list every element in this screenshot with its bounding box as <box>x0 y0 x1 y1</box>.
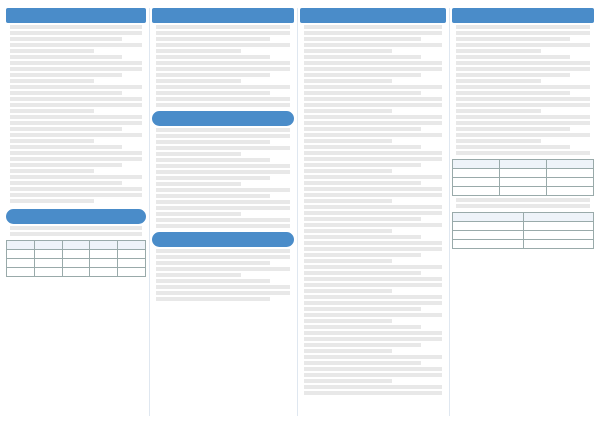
text-line <box>156 261 270 265</box>
text-line <box>156 224 290 228</box>
text-line <box>10 43 142 47</box>
text-line <box>304 193 442 197</box>
text-line <box>304 223 442 227</box>
text-line <box>10 103 142 107</box>
text-line <box>10 109 94 113</box>
text-line <box>156 103 290 107</box>
table-row <box>7 268 146 277</box>
text-line <box>10 91 122 95</box>
text-line <box>304 295 442 299</box>
table-cell <box>453 222 524 231</box>
table-cell <box>7 241 35 250</box>
text-line <box>304 31 442 35</box>
schedule-table <box>6 240 146 277</box>
section-body <box>6 226 146 236</box>
text-line <box>456 85 590 89</box>
text-line <box>156 79 241 83</box>
column-1 <box>6 8 146 416</box>
text-line <box>304 229 392 233</box>
text-line <box>10 115 142 119</box>
text-line <box>456 139 541 143</box>
text-line <box>10 31 142 35</box>
text-line <box>156 140 270 144</box>
text-line <box>10 199 94 203</box>
text-line <box>10 133 142 137</box>
text-line <box>304 133 442 137</box>
section-body <box>452 25 594 155</box>
text-line <box>10 193 142 197</box>
section-header <box>152 232 294 247</box>
table-row <box>453 240 594 249</box>
text-line <box>304 283 442 287</box>
text-line <box>304 73 421 77</box>
table-cell <box>62 241 90 250</box>
text-line <box>304 43 442 47</box>
text-line <box>456 198 590 202</box>
table-cell <box>118 241 146 250</box>
text-line <box>304 151 442 155</box>
text-line <box>304 97 442 101</box>
section-body <box>152 25 294 107</box>
table-cell <box>500 187 547 196</box>
table-cell <box>34 250 62 259</box>
text-line <box>304 331 442 335</box>
column-2 <box>152 8 294 416</box>
text-line <box>156 218 290 222</box>
table-cell <box>453 178 500 187</box>
text-line <box>10 61 142 65</box>
text-line <box>304 313 442 317</box>
table-cell <box>547 160 594 169</box>
text-line <box>304 373 442 377</box>
table-cell <box>34 259 62 268</box>
text-line <box>304 157 442 161</box>
table-cell <box>118 268 146 277</box>
column-divider <box>297 8 298 416</box>
table-row <box>453 222 594 231</box>
text-line <box>156 279 270 283</box>
table-cell <box>523 222 594 231</box>
table-cell <box>453 169 500 178</box>
text-line <box>304 265 442 269</box>
text-line <box>156 55 270 59</box>
table-row <box>453 169 594 178</box>
table-cell <box>523 240 594 249</box>
text-line <box>10 67 142 71</box>
text-line <box>456 43 590 47</box>
table-row <box>7 250 146 259</box>
text-line <box>10 55 122 59</box>
text-line <box>304 163 421 167</box>
section-header <box>452 8 594 23</box>
table-cell <box>34 241 62 250</box>
text-line <box>304 55 421 59</box>
table-cell <box>453 231 524 240</box>
text-line <box>304 361 421 365</box>
text-line <box>156 206 290 210</box>
text-line <box>156 164 290 168</box>
table-cell <box>90 259 118 268</box>
text-line <box>156 61 290 65</box>
text-line <box>304 49 392 53</box>
text-line <box>10 181 122 185</box>
text-line <box>156 182 241 186</box>
table-cell <box>453 160 500 169</box>
section-body <box>6 25 146 203</box>
table-cell <box>453 187 500 196</box>
text-line <box>456 49 541 53</box>
text-line <box>10 232 142 236</box>
table-cell <box>118 259 146 268</box>
table-row <box>7 259 146 268</box>
text-line <box>156 152 241 156</box>
text-line <box>304 121 442 125</box>
text-line <box>456 25 590 29</box>
section-header <box>152 111 294 126</box>
text-line <box>304 25 442 29</box>
text-line <box>10 163 122 167</box>
text-line <box>304 205 442 209</box>
section-body <box>152 128 294 228</box>
text-line <box>10 79 94 83</box>
text-line <box>156 37 270 41</box>
text-line <box>156 267 290 271</box>
text-line <box>156 200 290 204</box>
text-line <box>304 145 421 149</box>
table-cell <box>500 178 547 187</box>
section-body <box>300 25 446 395</box>
text-line <box>156 249 290 253</box>
section-body <box>452 198 594 208</box>
text-line <box>304 277 442 281</box>
text-line <box>156 291 290 295</box>
text-line <box>304 241 442 245</box>
section-header <box>6 209 146 224</box>
text-line <box>156 85 290 89</box>
text-line <box>304 127 421 131</box>
text-line <box>156 194 270 198</box>
text-line <box>304 343 421 347</box>
table-row <box>453 178 594 187</box>
text-line <box>304 325 421 329</box>
text-line <box>156 43 290 47</box>
text-line <box>156 134 290 138</box>
text-line <box>156 31 290 35</box>
text-line <box>156 212 241 216</box>
text-line <box>304 211 442 215</box>
column-3 <box>300 8 446 416</box>
text-line <box>10 151 142 155</box>
text-line <box>456 115 590 119</box>
column-4 <box>452 8 594 416</box>
text-line <box>304 271 421 275</box>
text-line <box>456 151 590 155</box>
table-cell <box>523 231 594 240</box>
text-line <box>10 37 122 41</box>
text-line <box>456 67 590 71</box>
text-line <box>304 139 392 143</box>
text-line <box>304 187 442 191</box>
text-line <box>10 157 142 161</box>
text-line <box>456 91 570 95</box>
schedule-table <box>452 212 594 249</box>
text-line <box>456 79 541 83</box>
text-line <box>304 217 421 221</box>
text-line <box>304 391 442 395</box>
text-line <box>304 169 392 173</box>
text-line <box>456 73 570 77</box>
text-line <box>304 289 392 293</box>
text-line <box>10 49 94 53</box>
text-line <box>10 121 142 125</box>
table-cell <box>90 250 118 259</box>
text-line <box>304 103 442 107</box>
section-header <box>6 8 146 23</box>
text-line <box>304 385 442 389</box>
text-line <box>304 67 442 71</box>
text-line <box>10 169 94 173</box>
text-line <box>304 175 442 179</box>
text-line <box>304 199 392 203</box>
table-cell <box>90 268 118 277</box>
text-line <box>456 37 570 41</box>
table-cell <box>547 169 594 178</box>
table-cell <box>547 187 594 196</box>
text-line <box>304 253 421 257</box>
text-line <box>304 235 421 239</box>
section-header <box>300 8 446 23</box>
text-line <box>10 139 94 143</box>
table-row <box>453 187 594 196</box>
text-line <box>156 297 270 301</box>
text-line <box>304 349 392 353</box>
text-line <box>10 97 142 101</box>
text-line <box>304 379 392 383</box>
text-line <box>304 307 421 311</box>
section-body <box>152 249 294 301</box>
table-cell <box>7 268 35 277</box>
text-line <box>304 301 442 305</box>
text-line <box>156 188 290 192</box>
table-row <box>453 160 594 169</box>
table-cell <box>90 241 118 250</box>
text-line <box>304 109 392 113</box>
text-line <box>456 145 570 149</box>
column-divider <box>149 8 150 416</box>
table-cell <box>34 268 62 277</box>
text-line <box>156 91 270 95</box>
schedule-table <box>452 159 594 196</box>
text-line <box>304 337 442 341</box>
text-line <box>304 61 442 65</box>
text-line <box>456 121 590 125</box>
text-line <box>456 97 590 101</box>
text-line <box>456 109 541 113</box>
text-line <box>10 127 122 131</box>
text-line <box>304 85 442 89</box>
table-cell <box>500 169 547 178</box>
text-line <box>156 255 290 259</box>
text-line <box>10 73 122 77</box>
table-cell <box>62 250 90 259</box>
table-cell <box>118 250 146 259</box>
text-line <box>10 175 142 179</box>
text-line <box>156 273 241 277</box>
table-cell <box>547 178 594 187</box>
text-line <box>156 73 270 77</box>
text-line <box>456 204 590 208</box>
text-line <box>156 97 290 101</box>
text-line <box>156 146 290 150</box>
text-line <box>304 355 442 359</box>
text-line <box>156 49 241 53</box>
table-cell <box>7 259 35 268</box>
text-line <box>156 158 270 162</box>
table-row <box>453 213 594 222</box>
text-line <box>304 181 421 185</box>
text-line <box>10 25 142 29</box>
text-line <box>456 61 590 65</box>
table-row <box>453 231 594 240</box>
text-line <box>304 247 442 251</box>
text-line <box>10 226 142 230</box>
table-cell <box>500 160 547 169</box>
text-line <box>456 127 570 131</box>
table-cell <box>453 213 524 222</box>
text-line <box>304 319 392 323</box>
text-line <box>156 128 290 132</box>
column-divider <box>449 8 450 416</box>
text-line <box>156 25 290 29</box>
text-line <box>304 259 392 263</box>
text-line <box>456 103 590 107</box>
text-line <box>156 170 290 174</box>
text-line <box>304 115 442 119</box>
table-cell <box>523 213 594 222</box>
table-cell <box>7 250 35 259</box>
text-line <box>456 55 570 59</box>
text-line <box>156 67 290 71</box>
text-line <box>10 145 122 149</box>
table-cell <box>453 240 524 249</box>
text-line <box>304 91 421 95</box>
text-line <box>456 31 590 35</box>
table-row <box>7 241 146 250</box>
table-cell <box>62 259 90 268</box>
table-cell <box>62 268 90 277</box>
text-line <box>10 85 142 89</box>
section-header <box>152 8 294 23</box>
text-line <box>156 176 270 180</box>
text-line <box>304 367 442 371</box>
text-line <box>10 187 142 191</box>
text-line <box>304 37 421 41</box>
text-line <box>456 133 590 137</box>
text-line <box>156 285 290 289</box>
text-line <box>304 79 392 83</box>
